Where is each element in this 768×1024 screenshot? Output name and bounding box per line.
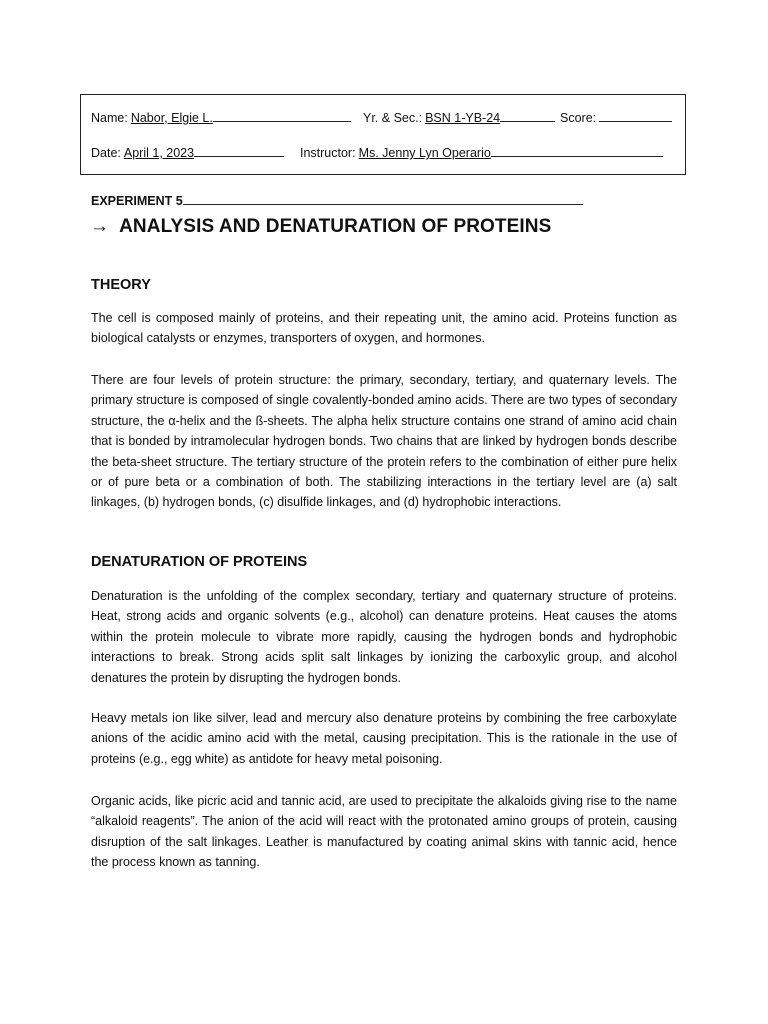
- arrow-icon: →: [90, 216, 110, 237]
- year-section-field: [363, 111, 555, 125]
- score-label: Score:: [560, 111, 597, 125]
- experiment-underline: [183, 194, 583, 205]
- instructor-underline: [491, 146, 663, 157]
- denaturation-heading: DENATURATION OF PROTEINS: [91, 554, 308, 570]
- instructor-field: [300, 146, 663, 160]
- year-section-underline: [500, 111, 555, 122]
- date-label: Date:: [91, 146, 121, 160]
- date-value: April 1, 2023: [123, 146, 195, 160]
- year-section-value: BSN 1-YB-24: [425, 111, 501, 125]
- year-section-label: Yr. & Sec.:: [363, 111, 423, 125]
- name-value: Nabor, Elgie L.: [130, 111, 213, 125]
- score-field: [560, 111, 672, 125]
- instructor-label: Instructor:: [300, 146, 356, 160]
- instructor-value: Ms. Jenny Lyn Operario: [358, 146, 491, 160]
- denaturation-paragraph-2: Heavy metals ion like silver, lead and mercury also denature proteins by combining the free carboxylate anions of the acidic amino acid with the metal, causing precipitation. This is the rationale in the use of proteins (e.g., egg white) as antidote for heavy metal poisoning.: [91, 711, 677, 766]
- name-underline: [213, 111, 351, 122]
- page-title-text: ANALYSIS AND DENATURATION OF PROTEINS: [119, 216, 552, 237]
- denaturation-paragraph-1: Denaturation is the unfolding of the complex secondary, tertiary and quaternary structure of proteins. Heat, strong acids and organic solvents (e.g., alcohol) can denature proteins. Heat causes the atoms within the protein molecule to vibrate more rapidly, causing the hydrogen bonds and hydrophobic interactions to break. Strong acids split salt linkages by ionizing the carboxylic group, and alcohol denatures the protein by disrupting the hydrogen bonds.: [91, 589, 677, 685]
- theory-heading: THEORY: [91, 277, 151, 293]
- theory-paragraph-2: There are four levels of protein structure: the primary, secondary, tertiary, and quaternary levels. The primary structure is composed of single covalently-bonded amino acids. There are two types of secondary structure, the α-helix and the ß-sheets. The alpha helix structure contains one strand of amino acid chain that is bonded by intramolecular hydrogen bonds. Two chains that are linked by hydrogen bonds describe the beta-sheet structure. The tertiary structure of the protein refers to the combination of either pure helix or of pure beta or a combination of both. The stabilizing interactions in the tertiary level are (a) salt linkages, (b) hydrogen bonds, (c) disulfide linkages, and (d) hydrophobic interactions.: [91, 373, 677, 510]
- experiment-label: [91, 194, 583, 208]
- date-field: [91, 146, 284, 160]
- name-label: Name:: [91, 111, 128, 125]
- name-field: [91, 111, 351, 125]
- denaturation-paragraph-3: Organic acids, like picric acid and tannic acid, are used to precipitate the alkaloids giving rise to the name “alkaloid reagents”. The anion of the acid will react with the protonated amino groups of protein, causing disruption of the salt linkages. Leather is manufactured by coating animal skins with tannic acid, hence the process known as tanning.: [91, 794, 677, 870]
- theory-paragraph-1: The cell is composed mainly of proteins, and their repeating unit, the amino acid. Proteins function as biological catalysts or enzymes, transporters of oxygen, and hormones.: [91, 311, 677, 346]
- score-blank: [599, 111, 672, 122]
- date-underline: [194, 146, 284, 157]
- page-title: [90, 216, 551, 238]
- header-info-box: [80, 94, 686, 175]
- experiment-label-text: EXPERIMENT 5: [91, 194, 183, 208]
